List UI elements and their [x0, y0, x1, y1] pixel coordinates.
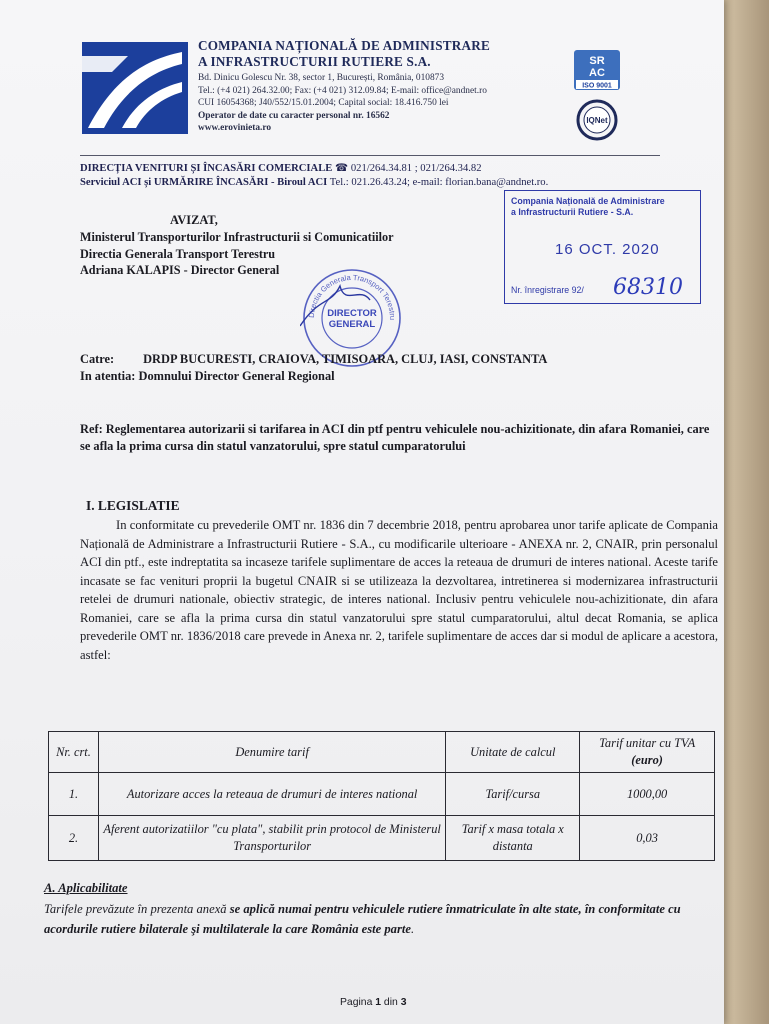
header-tarif-label: Tarif unitar cu TVA [599, 736, 695, 750]
header-divider [80, 155, 660, 156]
applicability-text-end: . [410, 922, 415, 936]
company-name [198, 38, 490, 70]
company-address: Bd. Dinicu Golescu Nr. 38, sector 1, București, România, 010873 [198, 73, 445, 83]
badge-iso-text: ISO 9001 [582, 82, 612, 90]
header-unitate: Unitate de calcul [446, 732, 580, 773]
row1-nr: 1. [49, 773, 99, 816]
stamp-org-line1: Compania Națională de Administrare [511, 196, 665, 206]
data-operator-number: Operator de date cu caracter personal nr. 16562 [198, 110, 390, 121]
seal-center-line1: DIRECTOR [327, 308, 377, 319]
company-details [198, 72, 487, 135]
page-total: 3 [400, 997, 407, 1008]
atentia-label: In atentia: [80, 368, 136, 383]
company-name-line2: A INFRASTRUCTURII RUTIERE S.A. [198, 54, 431, 69]
avizat-ministry: Ministerul Transporturilor Infrastructurii si Comunicatiilor [80, 230, 394, 244]
service-name: Serviciul ACI și URMĂRIRE ÎNCASĂRI - Biroul ACI [80, 177, 328, 188]
avizat-title: AVIZAT, [170, 213, 218, 227]
page-current: 1 [375, 997, 382, 1008]
seal-ring-text: Directia Generala Transport Terestru [306, 272, 398, 321]
atentia-value: Domnului Director General Regional [138, 368, 335, 383]
table-header-row [49, 732, 715, 773]
department-block [80, 162, 548, 190]
row2-nr: 2. [49, 816, 99, 861]
row2-tarif: 0,03 [580, 816, 715, 861]
company-name-line1: COMPANIA NAȚIONALĂ DE ADMINISTRARE [198, 38, 490, 53]
badge-sr-text: SR [589, 55, 605, 67]
header-tarif [580, 732, 715, 773]
header-nr: Nr. crt. [49, 732, 99, 773]
avizat-signatory: Adriana KALAPIS - Director General [80, 263, 280, 277]
tariff-table [48, 731, 715, 861]
table-row [49, 773, 715, 816]
legislation-paragraph [80, 516, 718, 664]
header-tarif-unit: (euro) [631, 753, 663, 767]
stamp-org-line2: a Infrastructurii Rutiere - S.A. [511, 207, 634, 217]
service-contact: Tel.: 021.26.43.24; e-mail: florian.bana@andnet.ro. [329, 177, 549, 188]
section-title-legislatie: I. LEGISLATIE [86, 498, 180, 513]
company-registry: CUI 16054368; J40/552/15.01.2004; Capital social: 18.416.750 lei [198, 98, 449, 109]
phone-icon: ☎ [335, 163, 351, 174]
iqnet-text: IQNet [586, 116, 608, 125]
avizat-directorate: Directia Generala Transport Terestru [80, 246, 276, 261]
catre-value: DRDP BUCURESTI, CRAIOVA, TIMISOARA, CLUJ, IASI, CONSTANTA [143, 352, 548, 366]
stamp-reg-label: Nr. înregistrare 92/ [511, 285, 584, 295]
cnair-logo-icon [82, 42, 188, 134]
seal-center-line2: GENERAL [328, 319, 376, 330]
stamp-date: 16 OCT. 2020 [555, 241, 660, 258]
row2-unitate: Tarif x masa totala x distanta [446, 816, 580, 861]
department-name: DIRECȚIA VENITURI ȘI ÎNCASĂRI COMERCIALE [80, 163, 333, 174]
badge-ac-text: AC [589, 67, 605, 79]
stamp-reg-number: 68310 [613, 275, 683, 300]
applicability-text-bold: se aplică numai pentru vehiculele rutiere înmatriculate în alte state, în conformitate cu acordurile rutiere bilaterale şi multilaterale la care România este parte [44, 902, 681, 936]
applicability-title: A. Aplicabilitate [44, 881, 128, 895]
row1-unitate: Tarif/cursa [446, 773, 580, 816]
table-row [49, 816, 715, 861]
page-label: Pagina [340, 997, 373, 1008]
reference-subject: Ref: Reglementarea autorizarii si tarifarea in ACI din ptf pentru vehiculele nou-achizitionate, din afara Romaniei, care se afla la prima cursa din statul vanzatorului, spre statul cumparatorului [80, 422, 710, 453]
row2-denumire: Aferent autorizatiilor "cu plata", stabilit prin protocol de Ministerul Transporturilor [98, 816, 445, 861]
registration-stamp [504, 190, 701, 304]
header-denumire: Denumire tarif [98, 732, 445, 773]
srac-iso-badge-icon [572, 48, 622, 92]
company-contact: Tel.: (+4 021) 264.32.00; Fax: (+4 021) 312.09.84; E-mail: office@andnet.ro [198, 85, 487, 96]
department-phones: 021/264.34.81 ; 021/264.34.82 [350, 163, 482, 174]
legislation-text: In conformitate cu prevederile OMT nr. 1836 din 7 decembrie 2018, pentru aprobarea unor tarife aplicate de Compania Națională de Administrare a Infrastructurii Rutiere - S.A., cu modificarile ulterioare - ANEXA nr. 2, CNAIR, prin personalul ACI din ptf., este indreptatita sa incaseze tarifele suplimentare de acces la reteaua de drumuri de interes national. Aceste tarife incasate se fac venituri proprii la bugetul CNAIR si se utilizeaza la dezvoltarea, intretinerea si modernizarea infrastructurii retelei de drumuri nationale, obiectiv strategic, de interes national. Inclusiv pentru vehiculele nou-achizitionate, din afara Romaniei, care se afla la prima cursa din statul vanzatorului spre statul cumparatorului, altul decat Romania, se aplica prevederile OMT nr. 1836/2018 care prevede in Anexa nr. 2, tarifele suplimentare de acces dar si modul de aplicare a acestora, astfel: [80, 518, 718, 662]
page-of: din [383, 997, 398, 1008]
row1-denumire: Autorizare acces la reteaua de drumuri de interes national [98, 773, 445, 816]
row1-tarif: 1000,00 [580, 773, 715, 816]
catre-label: Catre: [80, 352, 115, 366]
addressee-block [80, 351, 547, 384]
page-number [340, 997, 406, 1008]
company-website: www.erovinieta.ro [198, 123, 272, 134]
applicability-text-part1: Tarifele prevăzute în prezenta anexă [44, 902, 230, 916]
applicability-text [44, 899, 724, 939]
iqnet-badge-icon [572, 98, 622, 142]
